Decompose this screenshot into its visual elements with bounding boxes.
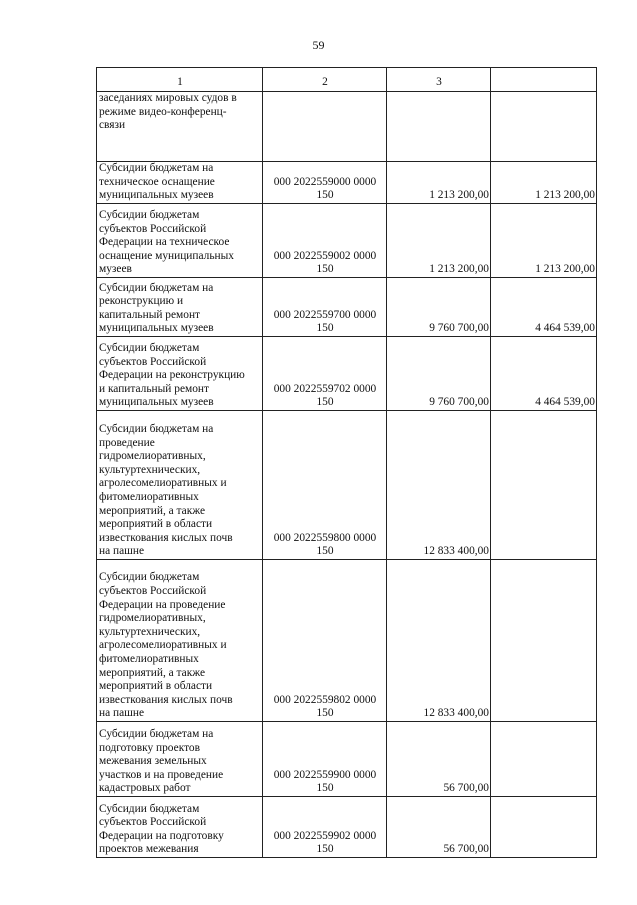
budget-table [96, 67, 597, 858]
column-header-1: 1 [97, 68, 263, 92]
row-extra-amount-cell [491, 797, 597, 858]
row-name-cell: Субсидии бюджетам субъектов Российской Федерации на техническое оснащение муниципальных музеев [97, 204, 263, 278]
table-header-row [97, 68, 597, 92]
row-amount-cell: 56 700,00 [387, 797, 491, 858]
row-code-cell: 000 2022559700 0000 150 [263, 278, 387, 337]
row-extra-amount-cell [491, 722, 597, 797]
row-name-cell: Субсидии бюджетам на техническое оснащение муниципальных музеев [97, 162, 263, 204]
table-row [97, 278, 597, 337]
row-code-cell: 000 2022559000 0000 150 [263, 162, 387, 204]
table-row [97, 560, 597, 722]
row-name-cell: Субсидии бюджетам на реконструкцию и капитальный ремонт муниципальных музеев [97, 278, 263, 337]
row-amount-cell: 12 833 400,00 [387, 411, 491, 560]
row-extra-amount-cell [491, 560, 597, 722]
row-code-cell: 000 2022559802 0000 150 [263, 560, 387, 722]
row-name-cell: Субсидии бюджетам субъектов Российской Федерации на подготовку проектов межевания [97, 797, 263, 858]
column-header-2: 2 [263, 68, 387, 92]
page-number: 59 [312, 38, 325, 52]
column-header-4 [491, 68, 597, 92]
table-row [97, 797, 597, 858]
table-row [97, 337, 597, 411]
row-name-cell: Субсидии бюджетам субъектов Российской Федерации на проведение гидромелиоративных, культуртехнических, агролесомелиоративных и фитомелиоративных мероприятий, а также мероприятий в области известкования кислых почв на пашне [97, 560, 263, 722]
row-extra-amount-cell: 4 464 539,00 [491, 337, 597, 411]
row-amount-cell: 1 213 200,00 [387, 204, 491, 278]
row-extra-amount-cell [491, 92, 597, 162]
row-extra-amount-cell: 1 213 200,00 [491, 204, 597, 278]
row-code-cell: 000 2022559800 0000 150 [263, 411, 387, 560]
row-amount-cell: 56 700,00 [387, 722, 491, 797]
column-header-3: 3 [387, 68, 491, 92]
row-amount-cell: 1 213 200,00 [387, 162, 491, 204]
row-extra-amount-cell: 4 464 539,00 [491, 278, 597, 337]
row-amount-cell [387, 92, 491, 162]
row-extra-amount-cell [491, 411, 597, 560]
row-name-cell: Субсидии бюджетам на подготовку проектов межевания земельных участков и на проведение кадастровых работ [97, 722, 263, 797]
row-extra-amount-cell: 1 213 200,00 [491, 162, 597, 204]
table-row [97, 204, 597, 278]
table-row [97, 92, 597, 162]
table-row [97, 162, 597, 204]
table-row [97, 411, 597, 560]
row-code-cell: 000 2022559702 0000 150 [263, 337, 387, 411]
row-amount-cell: 9 760 700,00 [387, 278, 491, 337]
row-code-cell [263, 92, 387, 162]
row-amount-cell: 9 760 700,00 [387, 337, 491, 411]
table-row [97, 722, 597, 797]
row-name-cell: Субсидии бюджетам субъектов Российской Федерации на реконструкцию и капитальный ремонт муниципальных музеев [97, 337, 263, 411]
row-amount-cell: 12 833 400,00 [387, 560, 491, 722]
row-name-cell: Субсидии бюджетам на проведение гидромелиоративных, культуртехнических, агролесомелиоративных и фитомелиоративных мероприятий, а также мероприятий в области известкования кислых почв на пашне [97, 411, 263, 560]
row-code-cell: 000 2022559002 0000 150 [263, 204, 387, 278]
row-code-cell: 000 2022559900 0000 150 [263, 722, 387, 797]
row-code-cell: 000 2022559902 0000 150 [263, 797, 387, 858]
row-name-cell: заседаниях мировых судов в режиме видео-конференц- связи [97, 92, 263, 162]
